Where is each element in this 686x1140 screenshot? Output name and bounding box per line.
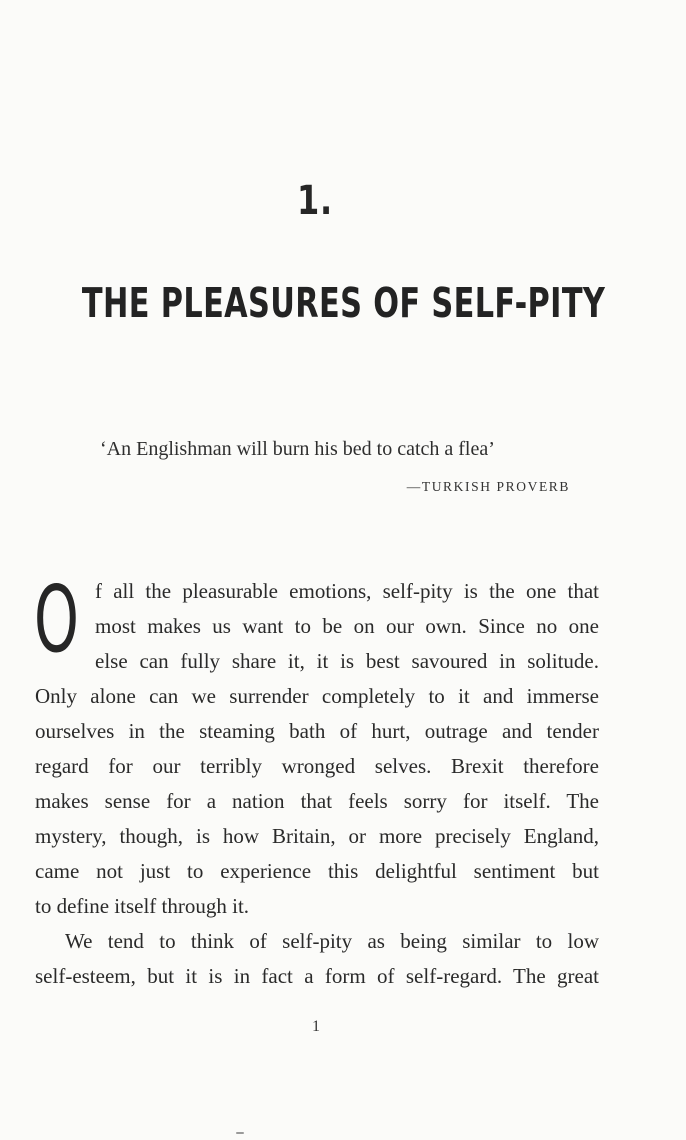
body-line: ourselves in the steaming bath of hurt, outrage and tender	[35, 719, 599, 743]
body-line: most makes us want to be on our own. Since no one	[95, 614, 599, 638]
epigraph-attribution: —TURKISH PROVERB	[406, 479, 570, 494]
body-line: makes sense for a nation that feels sorry for itself. The	[35, 789, 599, 813]
body-line: regard for our terribly wronged selves. Brexit therefore	[35, 754, 599, 778]
body-line: Only alone can we surrender completely to it and immerse	[35, 684, 599, 708]
scan-speck	[236, 1132, 244, 1134]
body-text	[35, 574, 599, 994]
body-line: We tend to think of self-pity as being similar to low	[65, 929, 599, 953]
drop-cap: O	[34, 566, 79, 673]
body-line: self-esteem, but it is in fact a form of self-regard. The great	[35, 964, 599, 988]
body-line: to define itself through it.	[35, 894, 250, 918]
body-line: came not just to experience this delightful sentiment but	[35, 859, 599, 883]
chapter-number: 1.	[296, 178, 334, 224]
body-line: mystery, though, is how Britain, or more precisely England,	[35, 824, 599, 848]
body-line: f all the pleasurable emotions, self-pity is the one that	[95, 579, 599, 603]
chapter-title: THE PLEASURES OF SELF-PITY	[81, 279, 606, 327]
page-number: 1	[312, 1018, 320, 1035]
body-line: else can fully share it, it is best savoured in solitude.	[95, 649, 599, 673]
epigraph-quote: ‘An Englishman will burn his bed to catch a flea’	[100, 438, 495, 460]
